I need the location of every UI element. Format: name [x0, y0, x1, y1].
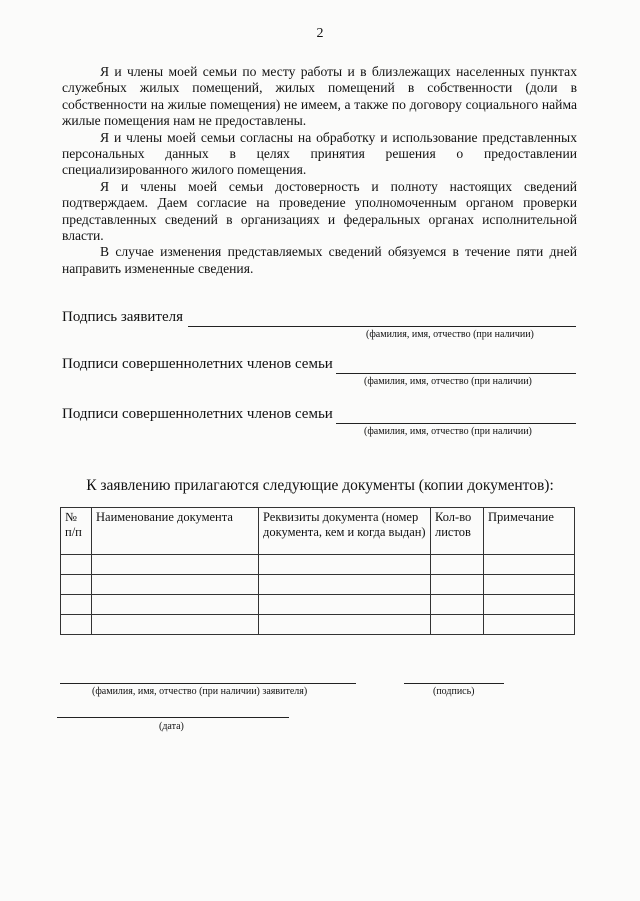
header-sheet-count: Кол-во листов [431, 508, 484, 555]
table-row [61, 595, 575, 615]
cell-number[interactable] [61, 575, 92, 595]
family-signature-hint-1: (фамилия, имя, отчество (при наличии) [364, 376, 532, 387]
cell-sheet-count[interactable] [431, 575, 484, 595]
applicant-signature-hint: (фамилия, имя, отчество (при наличии) [366, 329, 534, 340]
cell-sheet-count[interactable] [431, 615, 484, 635]
cell-number[interactable] [61, 555, 92, 575]
table-row [61, 615, 575, 635]
applicant-signature-line[interactable] [188, 326, 576, 327]
paragraph-changes: В случае изменения представляемых сведений обязуемся в течение пяти дней направить измененные сведения. [62, 244, 577, 276]
declaration-text [62, 64, 577, 277]
page-number: 2 [316, 26, 324, 41]
cell-document-details[interactable] [259, 615, 431, 635]
cell-document-name[interactable] [92, 615, 259, 635]
cell-document-name[interactable] [92, 555, 259, 575]
signature-line[interactable] [404, 683, 504, 684]
annex-title: К заявлению прилагаются следующие документы (копии документов): [86, 477, 554, 494]
applicant-signature-label: Подпись заявителя [62, 309, 184, 325]
family-signature-line-1[interactable] [336, 373, 576, 374]
paragraph-no-housing: Я и члены моей семьи по месту работы и в близлежащих населенных пунктах служебных жилых помещений, жилых помещений в собственности (доли в собственности на жилые помещения) не имеем, а также по договору социального найма жилые помещения нам не предоставлены. [62, 64, 577, 129]
cell-note[interactable] [484, 575, 575, 595]
table-header-row [61, 508, 575, 555]
cell-document-details[interactable] [259, 595, 431, 615]
table-row [61, 575, 575, 595]
cell-number[interactable] [61, 595, 92, 615]
family-signature-label-1: Подписи совершеннолетних членов семьи [62, 356, 333, 372]
paragraph-data-consent: Я и члены моей семьи согласны на обработку и использование представленных персональных данных в целях принятия решения о предоставлении специализированного жилого помещения. [62, 129, 577, 178]
header-document-name: Наименование документа [92, 508, 259, 555]
applicant-name-hint: (фамилия, имя, отчество (при наличии) заявителя) [92, 686, 308, 697]
header-number: № п/п [61, 508, 92, 555]
cell-sheet-count[interactable] [431, 555, 484, 575]
cell-note[interactable] [484, 615, 575, 635]
cell-number[interactable] [61, 615, 92, 635]
cell-note[interactable] [484, 595, 575, 615]
cell-sheet-count[interactable] [431, 595, 484, 615]
date-line[interactable] [57, 717, 289, 718]
cell-document-details[interactable] [259, 575, 431, 595]
date-hint: (дата) [159, 721, 184, 732]
applicant-name-line[interactable] [60, 683, 356, 684]
documents-table [60, 507, 575, 635]
cell-document-name[interactable] [92, 575, 259, 595]
cell-document-name[interactable] [92, 595, 259, 615]
family-signature-hint-2: (фамилия, имя, отчество (при наличии) [364, 426, 532, 437]
paragraph-verification: Я и члены моей семьи достоверность и полноту настоящих сведений подтверждаем. Даем согласие на проведение уполномоченным органом проверки представленных сведений в организациях и федеральных органах исполнительной власти. [62, 178, 577, 244]
family-signature-label-2: Подписи совершеннолетних членов семьи [62, 406, 333, 422]
family-signature-line-2[interactable] [336, 423, 576, 424]
cell-note[interactable] [484, 555, 575, 575]
cell-document-details[interactable] [259, 555, 431, 575]
header-note: Примечание [484, 508, 575, 555]
header-document-details: Реквизиты документа (номер документа, кем и когда выдан) [259, 508, 431, 555]
signature-hint: (подпись) [433, 686, 475, 697]
table-row [61, 555, 575, 575]
